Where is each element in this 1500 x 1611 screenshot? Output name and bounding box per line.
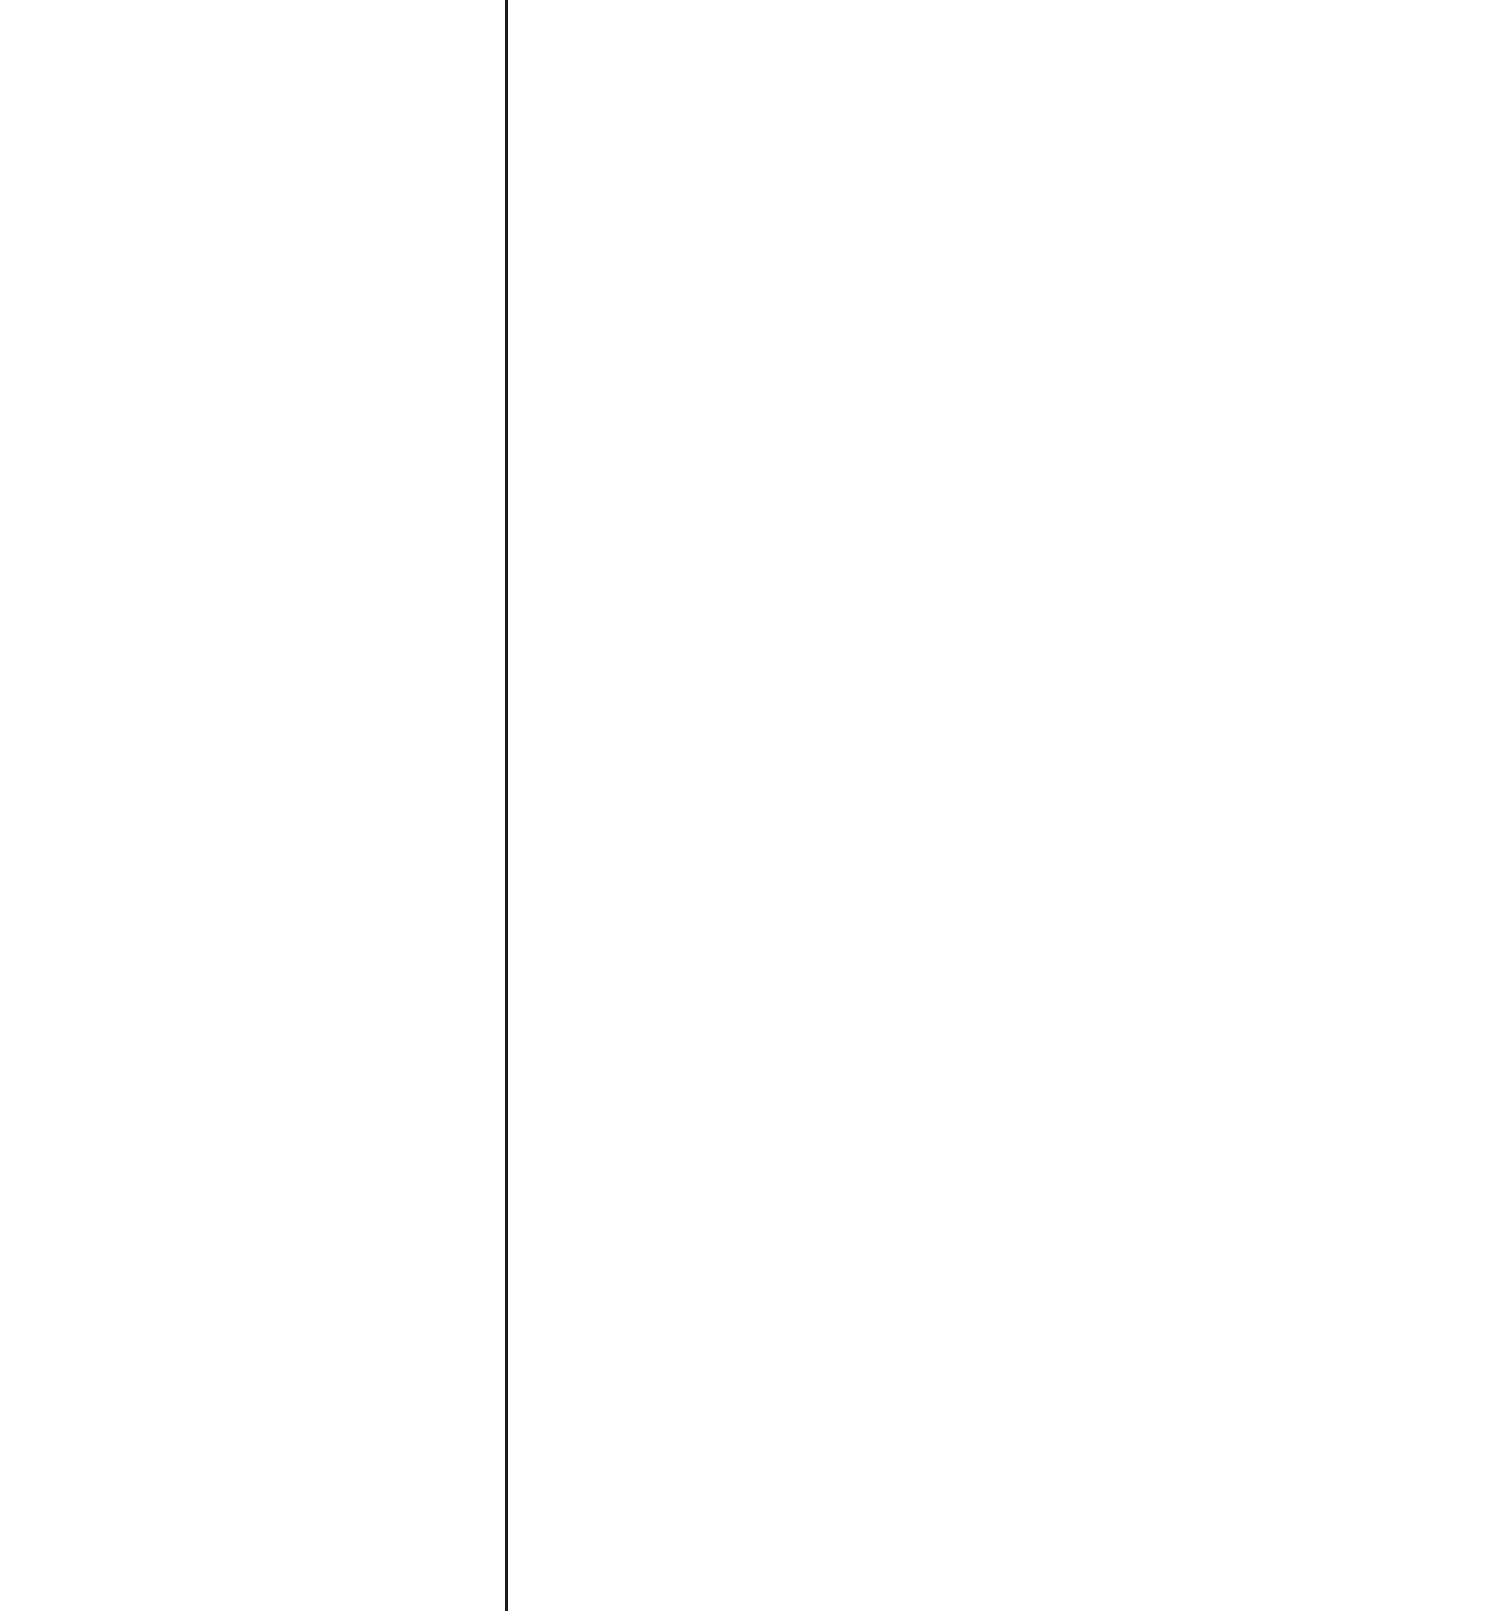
column-divider [505, 0, 508, 1611]
